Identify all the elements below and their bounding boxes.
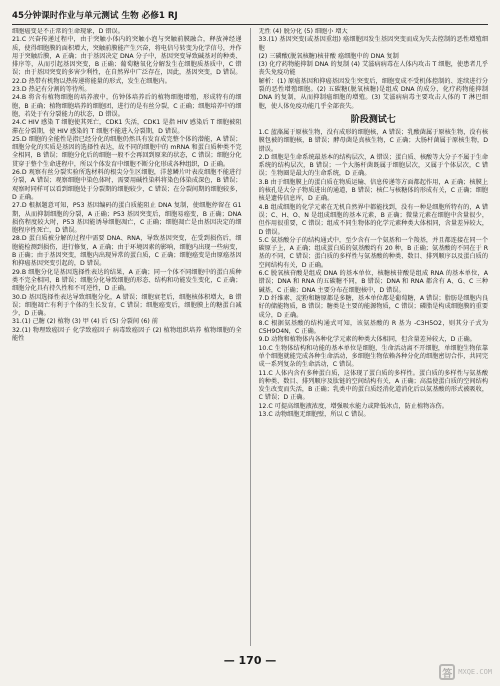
two-column-body (12, 28, 488, 646)
answer-paragraph: 27.D 根据题意可知，P53 基因编码的蛋白质能阻止 DNA 复制，使细胞停留在 G1 期，从而抑制细胞的分裂，A 正确；P53 基因突变后，细胞易癌变，B 正确；DNA 损伤程度较大时，P53 基因能诱导细胞凋亡，C 正确；细胞凋亡是由基因决定的细胞程序性死亡，D 错误。 (12, 202, 242, 235)
answer-paragraph: 解析：(1) 原癌基因和抑癌基因发生突变后，细胞变成不受机体控制的、连续进行分裂的恶性增殖细胞。(2) 五碳糖(脱氧核糖)是组成 DNA 的成分，化疗药物能抑制 DNA 的复制，从而抑制癌细胞的增殖。(3) 艾滋病病毒主要攻击人体的 T 淋巴细胞，使人体免疫功能几乎全部丧失。 (258, 77, 489, 110)
answer-paragraph: 10.C 生物体结构和功能的基本单位是细胞，生命活动离不开细胞，单细胞生物依靠单个细胞就能完成各种生命活动，多细胞生物依赖各种分化的细胞密切合作，共同完成一系列复杂的生命活动，C 错误。 (258, 344, 489, 369)
answer-paragraph: 24.B 将含有植物细胞的培养液中，仿钟体培养后的植物细胞增殖，形成特有的细胞，B 正确；植物细胞培养的细胞团，进行的是有丝分裂，C 正确；细胞培养中的细胞，若处于有分裂能力的状态，D 错误。 (12, 94, 242, 118)
answer-paragraph: 12.C 可提高细胞液浓度，增强吸水能力或降低冰点，防止植物冻伤。 (258, 402, 448, 410)
answer-paragraph: (2) 三磷酸(脱氧核糖)核苷酸 癌细胞中的 DNA 复制 (258, 52, 399, 60)
watermark (439, 664, 492, 680)
page-number: — 170 — (223, 654, 277, 667)
book-series-title: 45分钟课时作业与单元测试 生物 必修1 RJ (12, 11, 178, 21)
answer-paragraph: 31.(1) 己糖 (2) 植物 (3) 甲 (4) 后 (5) 分裂间 (6) 前 (12, 318, 158, 326)
right-column (259, 28, 489, 646)
answer-paragraph: 3.B 由于细胞膜上的蛋白质在物质运输、信息传递等方面都起作用，A 正确；核膜上的核孔是大分子物质进出的通道，B 错误；核仁与核糖体的形成有关，C 正确；细胞核是遗传信息库，D 正确。 (258, 178, 489, 203)
answer-paragraph: 25.D 细胞的全能性是指已经分化的细胞仍然具有发育成完整个体的潜能，A 错误；细胞分化的实质是基因的选择性表达，故不同的细胞中的 mRNA 和蛋白质种类不完全相同，B 错误；细胞分化后的细胞一般不会再回到原来的状态，C 错误；细胞分化贯穿于整个生命进程中，所以个体发育中细胞不断分化形成各种组织，D 正确。 (12, 135, 242, 168)
answer-paragraph: 13.C 动物细胞无细胞壁，所以 C 错误。 (258, 411, 370, 419)
page-header (12, 10, 488, 25)
answer-paragraph: 5.C 氨基酸分子的结构通式中，至少含有一个氨基和一个羧基，并且都连接在同一个碳原子上，A 正确；组成蛋白质的氨基酸约有 20 种，B 正确；氨基酸的不同在于 R 基的不同，C 错误；蛋白质的多样性与氨基酸的种类、数目、排列顺序以及蛋白质的空间结构有关，D 正确。 (258, 236, 489, 269)
answer-paragraph: 33.(1) 基因突变(或基因重组) 癌细胞因发生基因突变而成为失去控制的恶性增殖细胞 (258, 36, 489, 52)
answer-paragraph: 29.B 细胞分化是基因选择性表达的结果，A 正确；同一个体不同细胞中的蛋白质种类不完全相同，B 错误；细胞分化导致细胞的形态、结构和功能发生变化，C 正确；细胞分化具有持久性和不可逆性，D 正确。 (12, 268, 242, 293)
answer-paragraph: 30.D 基因选择性表达导致细胞分化，A 错误；细胞衰老后，细胞核体积增大，B 错误；细胞凋亡有利于个体的生长发育，C 错误；细胞癌变后，细胞膜上的糖蛋白减少，D 正确。 (12, 293, 242, 318)
answer-paragraph: 8.C 根据氨基酸的结构通式可知，该氨基酸的 R 基为 -C3H5O2，则其分子式为 C5H9O4N，C 正确。 (258, 319, 489, 336)
answer-paragraph: 细胞癌变是不正常的生命现象，D 错误。 (12, 28, 124, 35)
answer-paragraph: 23.D 热记有分割的等待所。 (12, 86, 91, 94)
answer-paragraph: 24.C HIV 感染 T 细胞使其死亡，CDK1 失活，CDK1 是指 HIV 感染后 T 细胞被阻滞在分裂期，使 HIV 感染的 T 细胞不能进入分裂期，D 错误。 (12, 119, 242, 135)
section-title: 阶段测试七 (350, 114, 396, 125)
answer-paragraph: 26.D 观察有丝分裂实验所选材料的根尖分生区细胞，洋葱鳞片叶表皮细胞不能进行分裂，A 错误；观察细胞中染色体时，需要用碱性染料将染色体染成深色，B 错误；观察时同样可以看到细胞处于分裂期的细胞较少，C 错误；在分裂间期的细胞较多，D 正确。 (12, 169, 242, 201)
answer-site-logo-icon: 答 (439, 664, 455, 680)
answer-paragraph: 7.D 纤维素、淀粉和糖原都是多糖，基本单位都是葡萄糖，A 错误；脂肪是细胞内良好的储能物质，B 错误；糖类是主要的能源物质，C 错误；磷脂是构成细胞膜的重要成分，D 正确。 (258, 294, 489, 319)
answer-paragraph: 4.B 组成细胞的化学元素在无机自然界中都能找到，没有一种是细胞所特有的，A 错误；C、H、O、N 是组成细胞的基本元素，B 正确；微量元素在细胞中含量很少，但作用很重要，C 错误；组成不同生物体的化学元素种类大体相同，含量差异较大，D 错误。 (258, 203, 489, 236)
answer-paragraph: 21.C 兴奋传递过程中，由于突触小体内的突触小泡与突触前膜融合，释放神经递质，使得细胞膜的面积增大，突触前膜能产生兴奋，将电信号转变为化学信号，并作用于突触后膜，A 正确；由于基因决定 DNA 分子中，基因突变导致碱基对的种类、排序等，从而引起基因突变，B 正确；葡萄糖氧化分解发生在细胞质基质中，C 错误；由于基因突变的多害少利性，在自然界中广泛存在，因此，基因突变，D 错误。 (12, 36, 242, 77)
answer-paragraph: 32.(1) 物理致癌因子 化学致癌因子 病毒致癌因子 (2) 植物组织培养 植物细胞的全能性 (12, 326, 242, 342)
answer-paragraph: 6.C 脱氧核苷酸是组成 DNA 的基本单位，核糖核苷酸是组成 RNA 的基本单位，A 错误；DNA 和 RNA 的五碳糖不同，B 错误；DNA 和 RNA 都含有 A、G、C 三种碱基，C 正确；DNA 主要分布在细胞核中，D 错误。 (258, 270, 489, 294)
right-column-top (259, 28, 489, 111)
answer-paragraph: 无性 (4) 脱分化 (5) 细胞小 增大 (258, 28, 348, 35)
left-column (12, 28, 242, 646)
answer-paragraph: 9.D 动物和植物体内各种化学元素的种类大体相同，但含量差异较大，D 正确。 (258, 336, 476, 344)
answer-paragraph: 11.C 人体内含有多种蛋白质，这体现了蛋白质的多样性。蛋白质的多样性与氨基酸的种类、数目、排列顺序及肽链的空间结构有关，A 正确；高温使蛋白质的空间结构发生改变而失活，B 正确；乳类中的蛋白质经消化道消化后以氨基酸的形式被吸收，C 错误；D 正确。 (258, 369, 489, 402)
answer-paragraph: (3) 化疗药物能抑制 DNA 的复制 (4) 艾滋病病毒在人体内攻击 T 细胞，使患者几乎丧失免疫功能 (258, 61, 489, 77)
answer-paragraph: 1.C 蓝藻属于原核生物，没有成形的细胞核，A 错误；乳酸菌属于原核生物，没有核膜包被的细胞核，B 错误；酵母菌是真核生物，C 正确；大肠杆菌属于原核生物，D 错误。 (258, 128, 489, 153)
right-column-bottom (259, 129, 489, 419)
watermark-text: MXQE.COM (458, 668, 492, 676)
answer-paragraph: 28.D 蛋白质被分解的过程中需要 DNA、RNA，导致基因突变，在受到损伤后，细胞能检测到损伤，进行修复，A 正确；由于环境因素的影响，细胞内出现一些病变，B 正确；由于基因突变，细胞内出现异常的蛋白质，C 正确；细胞癌变是由原癌基因和抑癌基因突变引起的，D 错误。 (12, 235, 242, 268)
column-divider (250, 28, 251, 646)
answer-paragraph: 2.D 细胞是生命系统最基本的结构层次，A 错误；蛋白质、核酸等大分子不属于生命系统的结构层次，B 错误；一个大肠杆菌既属于细胞层次，又属于个体层次，C 错误；生物圈是最大的生命系统，D 正确。 (258, 153, 489, 178)
answer-paragraph: 22.D 热带有机物以热传递将能量的形式，发生在细胞内。 (12, 77, 171, 85)
